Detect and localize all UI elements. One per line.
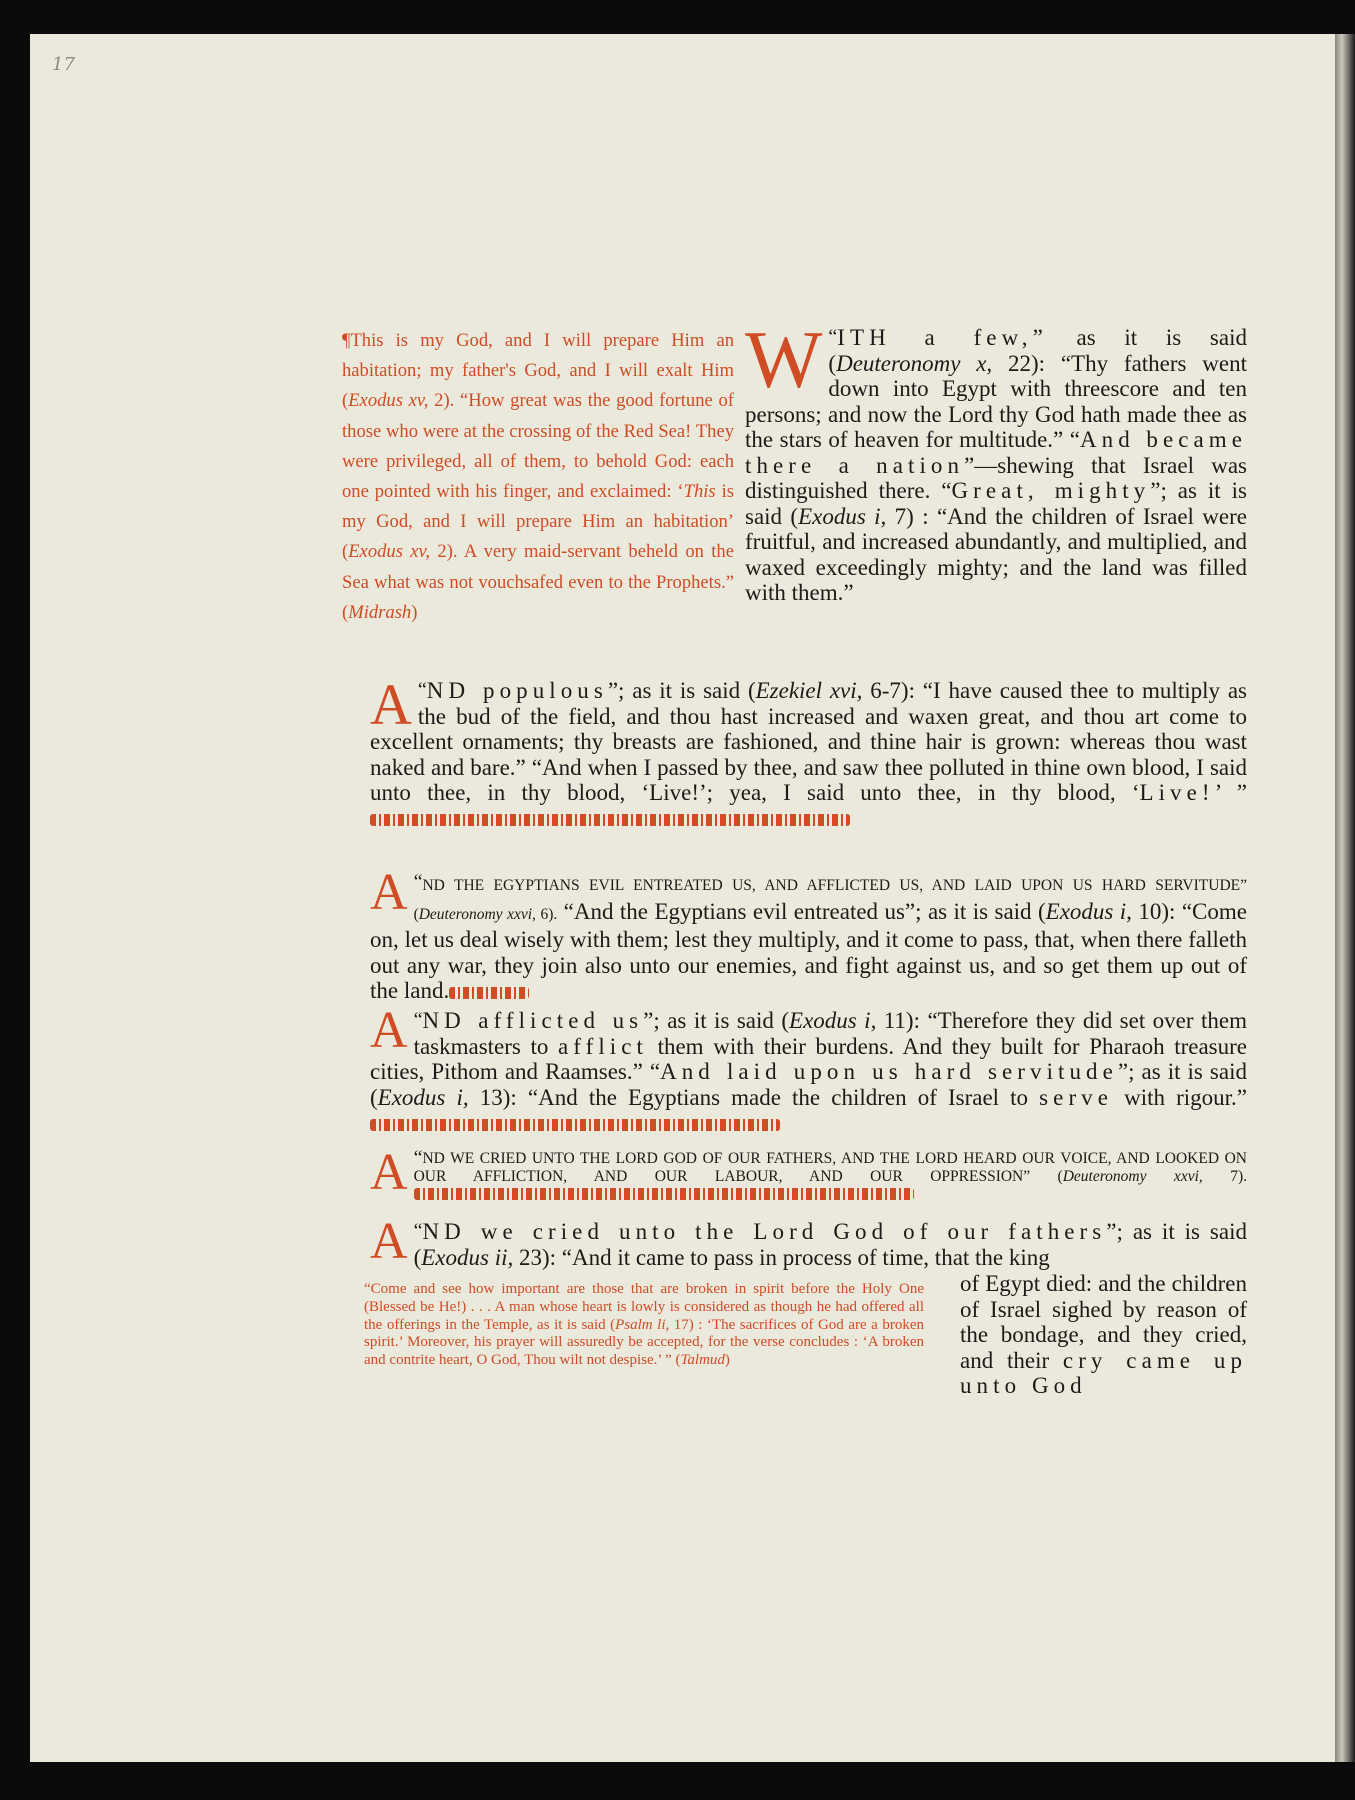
spaced-phrase: And laid upon us hard servitude	[660, 1059, 1118, 1084]
spaced-phrase: serve	[1039, 1084, 1113, 1110]
scripture-reference: Exodus i,	[377, 1084, 469, 1110]
paragraph-afflicted-us	[370, 1002, 1248, 1136]
section-heading: ND THE EGYPTIANS EVIL ENTREATED US, AND AFFLICTED US, AND LAID UPON US HARD SERVITUDE” (	[413, 877, 1247, 923]
folio-number: 17	[52, 54, 75, 75]
body-text: 6-7): “I have caused thee to multiply as the bud of the field, and thou hast increased and waxen great, and thou art come to excellent ornaments; thy breasts are fashioned, and thine hair is grown: whereas thou wast naked and bare.” “And when I passed by thee, and saw thee polluted in thine own blood, I said unto thee, in thy blood, ‘Live!’; yea, I said unto thee, in thy blood, ‘	[370, 678, 1247, 805]
sidenote-commentary	[342, 326, 734, 628]
body-text: ”; as it is said (	[745, 478, 1247, 529]
pilcrow-mark: ¶	[342, 330, 351, 351]
body-text: ’ ”	[1214, 780, 1247, 805]
body-text: ”; as it is said (	[413, 1219, 1247, 1270]
section-heading: ND WE CRIED UNTO THE LORD GOD OF OUR FATHERS, AND THE LORD HEARD OUR VOICE, AND LOOKED ON OUR AFFLICTION, AND OUR LABOUR, AND OUR OPPRESSION” (	[413, 1150, 1247, 1185]
sidenote-reference: Psalm li,	[615, 1316, 670, 1333]
ornamental-border	[370, 1119, 780, 1131]
drop-cap-a: A	[370, 1002, 408, 1059]
body-text: “And the Egyptians evil entreated us”; as it is said (	[557, 898, 1046, 924]
body-text: 23): “And it came to pass in process of time, that the king	[513, 1244, 1050, 1270]
open-quote: “	[417, 679, 427, 701]
spaced-phrase: Great, mighty	[951, 478, 1151, 503]
sidenote-text: This is my God, and I will prepare Him an habitation; my father's God, and I will exalt Him (	[342, 330, 734, 412]
paragraph-with-a-few	[745, 314, 1248, 606]
body-text: ”—shewing that Israel was distinguished there. “	[745, 452, 1248, 503]
scripture-reference: Exodus i,	[789, 1008, 877, 1033]
spaced-phrase: Live!	[1139, 780, 1215, 805]
body-text: 11): “Therefore they did set over them taskmasters to	[413, 1008, 1247, 1059]
section-heading: 7).	[1202, 1167, 1247, 1185]
heading-reference: Deuteronomy xxvi,	[418, 905, 536, 923]
open-quote: “	[828, 326, 838, 348]
spaced-phrase: cry came up unto God	[960, 1347, 1248, 1398]
drop-cap-a: A	[370, 672, 412, 737]
body-text: with rigour.”	[1113, 1084, 1248, 1110]
drop-cap-a: A	[370, 1213, 408, 1270]
open-quote: “	[413, 1147, 423, 1169]
paragraph-populous	[370, 672, 1247, 831]
open-quote: “	[413, 1220, 423, 1242]
drop-cap-a: A	[370, 864, 408, 921]
ornamental-border	[370, 814, 850, 826]
paragraph-evil-entreated	[370, 864, 1247, 1004]
sidenote-talmud	[364, 1281, 924, 1370]
open-quote: “	[413, 1009, 423, 1031]
body-text: ”; as it is said (	[607, 678, 756, 703]
sidenote-text: 17) : ‘The sacrifices of God are a broken spirit.’ Moreover, his prayer will assuredly be accepted, for the verse concludes : ‘A broken and contrite heart, O God, Thou wilt not despise.’ ” (	[364, 1316, 924, 1369]
body-text: 7) : “And the children of Israel were fruitful, and increased abundantly, and multiplied, and waxed exceedingly mighty; and the land was filled with them.”	[745, 503, 1247, 605]
lead-in: ITH a few,”	[837, 325, 1048, 350]
ornamental-border	[449, 987, 529, 999]
book-page	[30, 34, 1335, 1762]
next-page-edge	[1335, 34, 1355, 1762]
body-text: of Egypt died: and the children of Israel sighed by reason of the bondage, and they cried, and their	[960, 1271, 1247, 1373]
sidenote-text: “Come and see how important are those that are broken in spirit before the Holy One (Blessed be He!) . . . A man whose heart is lowly is considered as though he had offered all the offerings in the Temple, as it is said (	[364, 1281, 924, 1333]
section-heading-we-cried	[370, 1144, 1247, 1203]
sidenote-reference: Exodus xv,	[348, 541, 431, 563]
scripture-reference: Exodus i,	[1045, 898, 1132, 924]
body-text: as it is said (	[828, 325, 1247, 376]
ornamental-border	[414, 1188, 914, 1200]
lead-in: ND populous	[426, 678, 608, 703]
body-text: 22): “Thy fathers went down into Egypt with threescore and ten persons; and now the Lord thy God hath made thee as the stars of heaven for multitude.” “	[745, 350, 1248, 452]
drop-cap-a: A	[370, 1144, 408, 1201]
lead-in: ND afflicted us	[422, 1008, 644, 1033]
sidenote-text: 2). “How great was the good fortune of those who were at the crossing of the Red Sea! They were privileged, all of them, to behold God: each one pointed with his finger, and exclaimed: ‘	[342, 390, 734, 503]
body-text: 10): “Come on, let us deal wisely with them; lest they multiply, and it come to pass, that, when there falleth out any war, they join also unto our enemies, and fight against us, and so get them up out of the land.	[370, 898, 1247, 1003]
paragraph-we-cried	[370, 1213, 1247, 1270]
body-text: 13): “And the Egyptians made the children of Israel to	[468, 1084, 1040, 1110]
sidenote-source: Talmud	[680, 1352, 725, 1369]
sidenote-text: )	[724, 1352, 730, 1369]
body-text: them with their burdens. And they built for Pharaoh treasure cities, Pithom and Raamses.” “	[370, 1033, 1247, 1084]
sidenote-text: )	[411, 601, 418, 623]
spaced-phrase: afflict	[558, 1033, 648, 1059]
heading-reference: Deuteronomy xxvi,	[1062, 1167, 1203, 1185]
sidenote-reference: Exodus xv,	[348, 390, 429, 412]
scripture-reference: Exodus ii,	[421, 1244, 514, 1270]
paragraph-we-cried-continued	[960, 1271, 1247, 1399]
sidenote-source: Midrash	[348, 601, 412, 623]
sidenote-text: is my God, and I will prepare Him an habitation’ (	[342, 481, 734, 563]
body-text: ”; as it is said (	[370, 1059, 1247, 1110]
open-quote: “	[413, 871, 423, 893]
sidenote-text: 2). A very maid-servant beheld on the Sea what was not vouchsafed even to the Prophets.” (	[342, 541, 734, 623]
lead-in: ND we cried unto the Lord God of our fathers	[422, 1219, 1107, 1244]
section-heading: 6).	[535, 905, 558, 923]
scripture-reference: Deuteronomy x,	[836, 350, 993, 376]
scripture-reference: Exodus i,	[798, 503, 887, 529]
sidenote-emphasis: This	[683, 481, 716, 503]
body-text: ”; as it is said (	[643, 1008, 790, 1033]
spaced-phrase: And became there a nation	[745, 427, 1248, 478]
scripture-reference: Ezekiel xvi,	[755, 678, 863, 703]
drop-cap-w: W	[745, 314, 823, 405]
